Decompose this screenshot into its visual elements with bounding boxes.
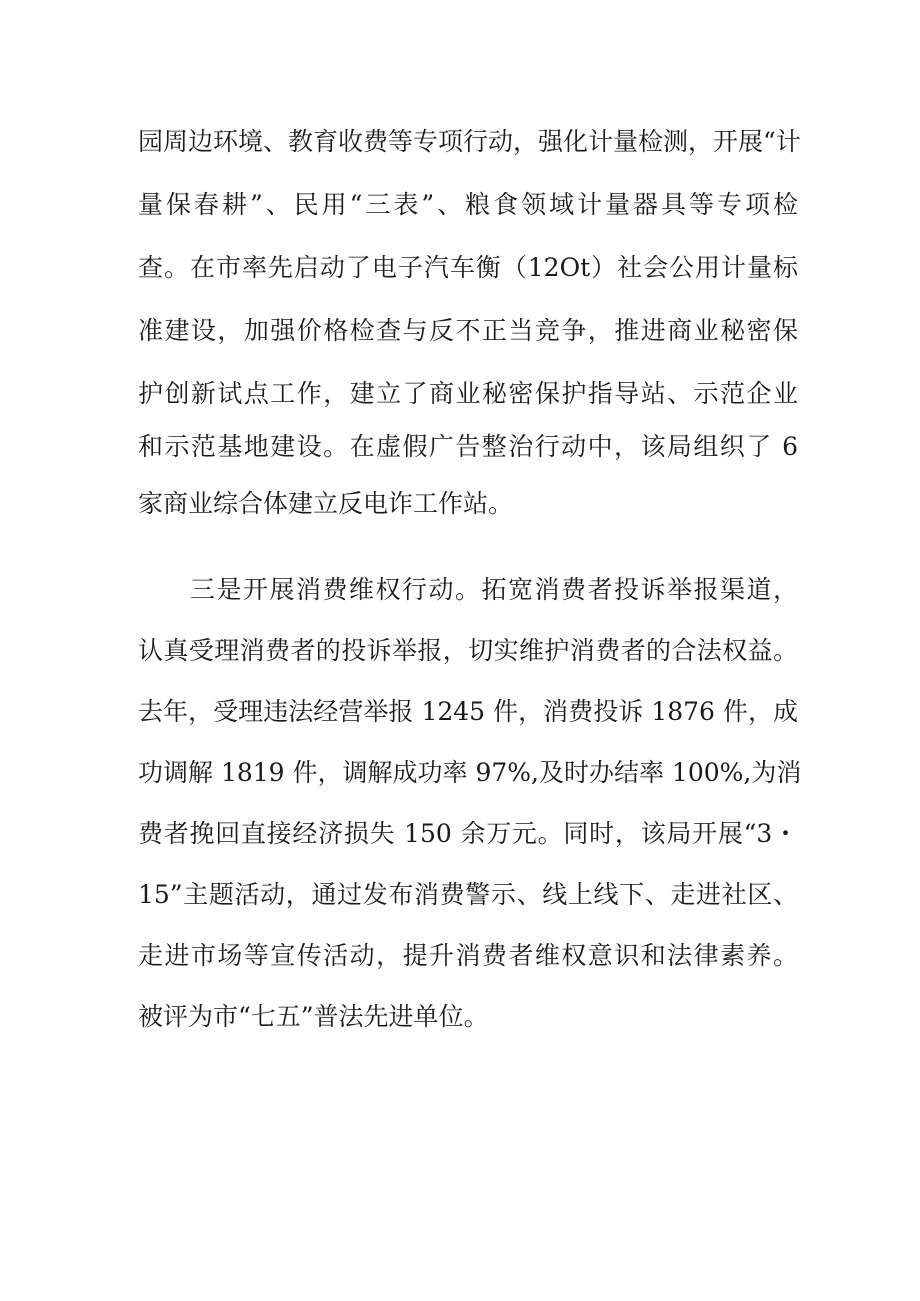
text-line: 量保春耕”、民用“三表”、粮食领域计量器具等专项检 bbox=[138, 190, 798, 219]
text-line: 走进市场等宣传活动，提升消费者维权意识和法律素养。 bbox=[138, 941, 798, 970]
text-line: 去年，受理违法经营举报 1245 件，消费投诉 1876 件，成 bbox=[138, 697, 798, 726]
text-line: 园周边环境、教育收费等专项行动，强化计量检测，开展“计 bbox=[138, 127, 801, 156]
text-line: 家商业综合体建立反电诈工作站。 bbox=[138, 489, 514, 518]
text-line: 费者挽回直接经济损失 150 余万元。同时，该局开展“3・ bbox=[138, 819, 798, 848]
text-line: 准建设，加强价格检查与反不正当竞争，推进商业秘密保 bbox=[138, 316, 798, 345]
text-line: 和示范基地建设。在虚假广告整治行动中，该局组织了 6 bbox=[138, 432, 798, 461]
text-line: 认真受理消费者的投诉举报，切实维护消费者的合法权益。 bbox=[138, 636, 798, 665]
text-line: 护创新试点工作，建立了商业秘密保护指导站、示范企业 bbox=[138, 379, 798, 408]
text-line: 三是开展消费维权行动。拓宽消费者投诉举报渠道， bbox=[190, 575, 798, 604]
text-line: 功调解 1819 件，调解成功率 97%,及时办结率 100%,为消 bbox=[138, 758, 802, 787]
text-line: 15”主题活动，通过发布消费警示、线上线下、走进社区、 bbox=[138, 880, 798, 909]
text-line: 被评为市“七五”普法先进单位。 bbox=[138, 1002, 489, 1031]
text-line: 查。在市率先启动了电子汽车衡（12Ot）社会公用计量标 bbox=[138, 253, 798, 282]
